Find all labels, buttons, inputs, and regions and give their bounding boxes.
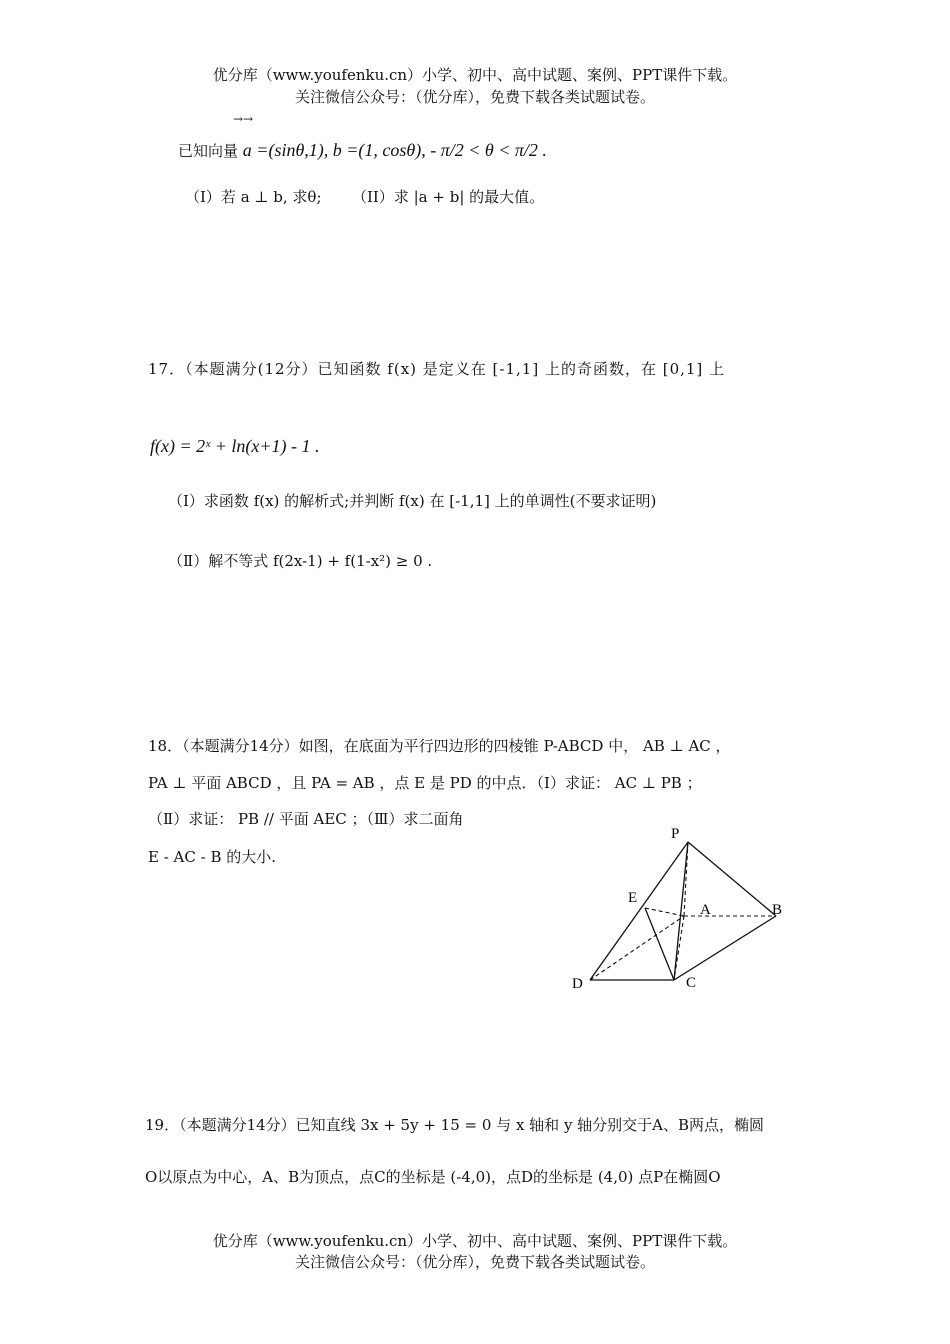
label-E: E	[628, 890, 638, 906]
header-line-1: 优分库（www.youfenku.cn）小学、初中、高中试题、案例、PPT课件下载。	[212, 66, 738, 84]
pyramid-figure	[560, 820, 800, 1000]
q18-line4: E - AC - B 的大小.	[148, 848, 277, 866]
q17-part1: （Ⅰ）求函数 f(x) 的解析式;并判断 f(x) 在 [-1,1] 上的单调性(不要求证明)	[168, 492, 657, 510]
q16-line1-label: 已知向量	[178, 142, 239, 160]
q16-line1-math: a =(sinθ,1), b =(1, cosθ), - π/2 < θ < π/2 .	[242, 140, 547, 160]
q19-line1: 19．（本题满分14分）已知直线 3x + 5y + 15 = 0 与 x 轴和 y 轴分别交于A、B两点，椭圆	[145, 1116, 765, 1134]
footer-line-2: 关注微信公众号：（优分库），免费下载各类试题试卷。	[294, 1253, 655, 1271]
q19-line2: O以原点为中心，A、B为顶点，点C的坐标是 (-4,0)，点D的坐标是 (4,0) 点P在椭圆O	[145, 1168, 721, 1186]
q16-part2: （II）求 |a + b| 的最大值。	[352, 188, 545, 206]
q16-line1	[178, 140, 547, 161]
label-P: P	[671, 826, 680, 842]
q16-part1: （I）若 a ⊥ b, 求θ;	[185, 188, 322, 206]
label-C: C	[686, 975, 697, 991]
footer-line-1: 优分库（www.youfenku.cn）小学、初中、高中试题、案例、PPT课件下载。	[212, 1232, 738, 1250]
header-line-2: 关注微信公众号：（优分库），免费下载各类试题试卷。	[294, 88, 655, 106]
q18-line2: PA ⊥ 平面 ABCD ，且 PA = AB ，点 E 是 PD 的中点．（Ⅰ）求证： AC ⊥ PB ；	[148, 774, 702, 792]
edge-PC	[674, 842, 688, 980]
q17-line2: f(x) = 2ˣ + ln(x+1) - 1 .	[150, 436, 320, 456]
edge-CB	[674, 916, 776, 980]
label-D: D	[572, 976, 583, 992]
q17-part2: （Ⅱ）解不等式 f(2x-1) + f(1-x²) ≥ 0 .	[168, 552, 433, 570]
q18-line3: （Ⅱ）求证： PB // 平面 AEC ；（Ⅲ）求二面角	[148, 810, 464, 828]
q18-line1: 18．（本题满分14分）如图，在底面为平行四边形的四棱锥 P-ABCD 中， AB ⊥ AC ，	[148, 737, 731, 755]
edge-EC	[645, 908, 674, 980]
edge-PD	[590, 842, 688, 980]
edge-EA	[645, 908, 684, 916]
vector-arrow-marks: →→	[233, 112, 254, 126]
label-A: A	[700, 902, 711, 918]
label-B: B	[772, 902, 783, 918]
q17-line1: 17．（本题满分(12分）已知函数 f(x) 是定义在 [-1,1] 上的奇函数，在 [0,1] 上	[148, 360, 726, 378]
